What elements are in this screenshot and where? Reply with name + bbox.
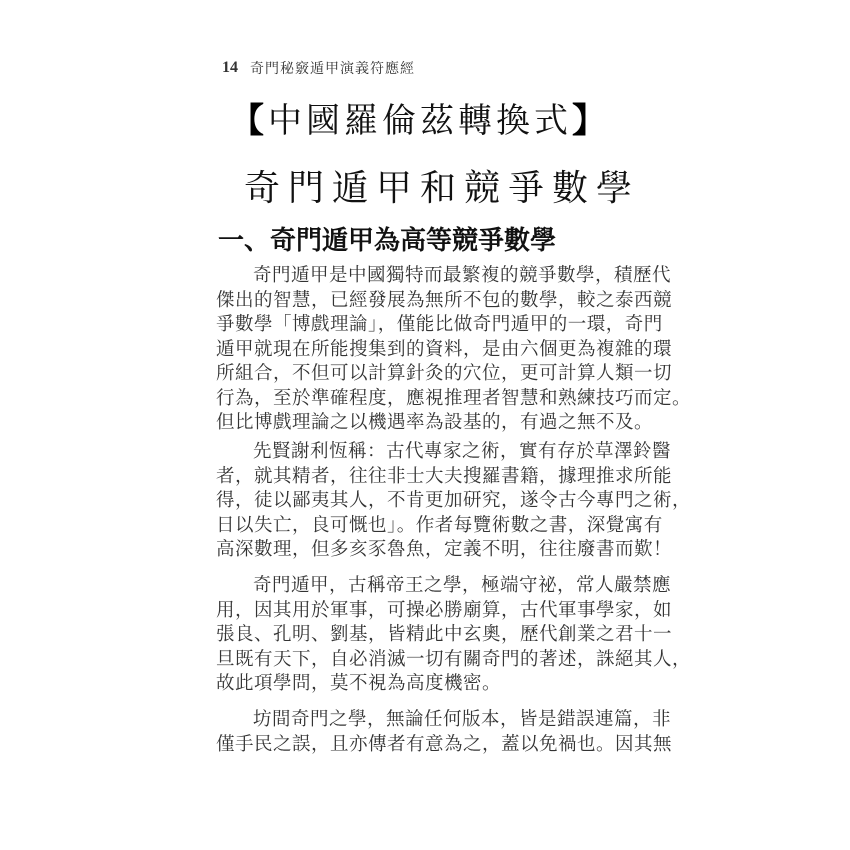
text-line: 行為，至於準確程度，應視推理者智慧和熟練技巧而定。 xyxy=(216,387,692,409)
text-line: 日以失亡，良可慨也」。作者每覽術數之書，深覺寓有 xyxy=(216,514,663,536)
text-line: 故此項學問，莫不視為高度機密。 xyxy=(216,673,502,694)
text-line: 用，因其用於軍事，可操必勝廟算，古代軍事學家，如 xyxy=(216,599,673,621)
text-line: 遁甲就現在所能搜集到的資料，是由六個更為複雜的環 xyxy=(216,338,673,360)
text-line: 僅手民之誤，且亦傳者有意為之，蓋以免禍也。因其無 xyxy=(216,733,673,755)
text-line: 張良、孔明、劉基，皆精此中玄奧，歷代創業之君十一 xyxy=(216,624,673,645)
text-line: 得，徒以鄙夷其人，不肯更加研究，遂令古今專門之術， xyxy=(216,490,692,511)
text-line: 先賢謝利恆稱：古代專家之術，實有存於草澤鈴醫 xyxy=(253,441,672,462)
text-line: 者，就其精者，往往非士大夫搜羅書籍，據理推求所能 xyxy=(216,465,673,487)
bracket-close: 】 xyxy=(572,101,610,141)
text-line: 所組合，不但可以計算針灸的穴位，更可計算人類一切 xyxy=(216,363,673,384)
paragraph-3 xyxy=(216,574,692,697)
section-heading: 一、奇門遁甲為高等競爭數學 xyxy=(218,226,557,256)
text-line: 但比博戲理論之以機遇率為設基的，有過之無不及。 xyxy=(216,412,654,433)
paragraph-2 xyxy=(216,440,692,563)
running-header xyxy=(222,56,415,80)
text-line: 坊間奇門之學，無論任何版本，皆是錯誤連篇，非 xyxy=(253,709,672,730)
chapter-title-text: 中國羅倫茲轉換式 xyxy=(268,101,572,141)
text-line: 爭數學「博戲理論」，僅能比做奇門遁甲的一環，奇門 xyxy=(216,314,663,335)
text-line: 傑出的智慧，已經發展為無所不包的數學，較之泰西競 xyxy=(216,289,673,311)
paragraph-4 xyxy=(216,708,673,757)
page-number: 14 xyxy=(222,59,238,76)
paragraph-1 xyxy=(216,264,692,436)
text-line: 奇門遁甲是中國獨特而最繁複的競爭數學，積歷代 xyxy=(253,265,672,286)
bracket-open: 【 xyxy=(230,101,268,141)
chapter-subtitle: 奇門遁甲和競爭數學 xyxy=(244,168,641,209)
text-line: 旦既有天下，自必消滅一切有關奇門的著述，誅絕其人， xyxy=(216,648,692,670)
text-line: 高深數理，但多亥豕魯魚，定義不明，往往廢書而歎！ xyxy=(216,539,673,560)
chapter-title xyxy=(230,93,630,142)
text-line: 奇門遁甲，古稱帝王之學，極端守祕，常人嚴禁應 xyxy=(253,575,672,596)
book-title: 奇門秘竅遁甲演義符應經 xyxy=(250,61,415,77)
